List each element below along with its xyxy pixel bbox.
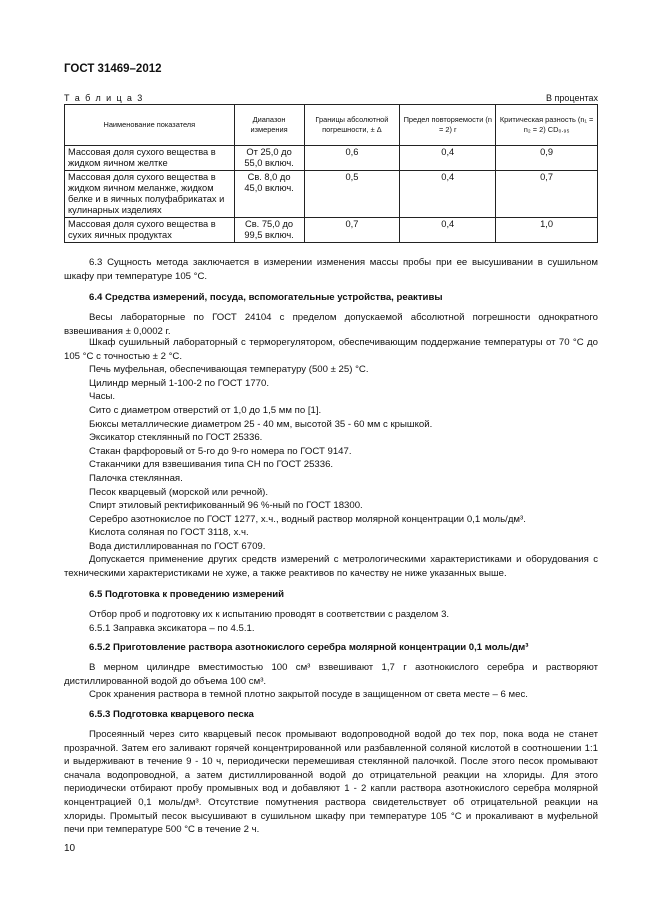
item-drying-oven: Шкаф сушильный лабораторный с терморегулятором, обеспечивающим поддержание температуры от 70 °С до 105 °С с точностью ± 2 °С. bbox=[64, 337, 598, 362]
section-6-4-note: Допускается применение других средств измерений с метрологическими характеристиками и оборудования с техническими характеристиками не хуже, а также реактивов по качеству не ниже указанных выше. bbox=[64, 554, 598, 579]
item-weighing-cups: Стаканчики для взвешивания типа СН по ГОСТ 25336. bbox=[89, 459, 334, 470]
item-porcelain-beaker: Стакан фарфоровый от 5-го до 9-го номера по ГОСТ 9147. bbox=[89, 446, 352, 457]
cell-name: Массовая доля сухого вещества в жидком яичном меланже, жидком белке и в яичных полуфабрикатах и кулинарных изделиях bbox=[65, 171, 235, 218]
table-row bbox=[65, 171, 598, 218]
column-header: Наименование показателя bbox=[65, 105, 235, 146]
item-hydrochloric-acid: Кислота соляная по ГОСТ 3118, х.ч. bbox=[89, 527, 249, 538]
table-unit: В процентах bbox=[546, 93, 598, 103]
section-6-5-2-p1: В мерном цилиндре вместимостью 100 см³ взвешивают 1,7 г азотнокислого серебра и растворяют дистиллированной водой до объема 100 см³. bbox=[64, 662, 598, 687]
cell-cd: 0,9 bbox=[496, 146, 598, 171]
item-ethanol: Спирт этиловый ректификованный 96 %-ный по ГОСТ 18300. bbox=[89, 500, 363, 511]
item-clock: Часы. bbox=[89, 391, 116, 402]
cell-delta: 0,7 bbox=[304, 218, 400, 243]
table-row bbox=[65, 218, 598, 243]
item-desiccator: Эксикатор стеклянный по ГОСТ 25336. bbox=[89, 432, 263, 443]
cell-r: 0,4 bbox=[400, 171, 496, 218]
column-header: Границы абсолютной погрешности, ± Δ bbox=[304, 105, 400, 146]
item-distilled-water: Вода дистиллированная по ГОСТ 6709. bbox=[89, 541, 266, 552]
cell-delta: 0,5 bbox=[304, 171, 400, 218]
page-number: 10 bbox=[64, 843, 76, 854]
item-glass-rod: Палочка стеклянная. bbox=[89, 473, 183, 484]
item-sieve: Сито с диаметром отверстий от 1,0 до 1,5 мм по [1]. bbox=[89, 405, 322, 416]
column-header: Предел повторяемости (n = 2) r bbox=[400, 105, 496, 146]
section-6-3: 6.3 Сущность метода заключается в измерении изменения массы пробы при ее высушивании в сушильном шкафу при температуре 105 °С. bbox=[64, 257, 598, 282]
table-row bbox=[65, 146, 598, 171]
data-table bbox=[64, 104, 598, 243]
section-6-4-title: 6.4 Средства измерений, посуда, вспомогательные устройства, реактивы bbox=[89, 292, 443, 303]
table-header-row bbox=[65, 105, 598, 146]
cell-cd: 1,0 bbox=[496, 218, 598, 243]
section-6-5-text: Отбор проб и подготовку их к испытанию проводят в соответствии с разделом 3. bbox=[89, 609, 450, 620]
table-caption: Т а б л и ц а 3 bbox=[64, 93, 144, 103]
cell-cd: 0,7 bbox=[496, 171, 598, 218]
column-header: Диапазон измерения bbox=[234, 105, 304, 146]
item-quartz-sand: Песок кварцевый (морской или речной). bbox=[89, 487, 269, 498]
column-header: Критическая разность (n₁ = n₂ = 2) CD₀.₉₅ bbox=[496, 105, 598, 146]
cell-r: 0,4 bbox=[400, 146, 496, 171]
cell-range: От 25,0 до 55,0 включ. bbox=[234, 146, 304, 171]
item-silver-nitrate: Серебро азотнокислое по ГОСТ 1277, х.ч., водный раствор молярной концентрации 0,1 моль/дм³. bbox=[89, 514, 526, 525]
cell-name: Массовая доля сухого вещества в жидком яичном желтке bbox=[65, 146, 235, 171]
section-6-5-2-title: 6.5.2 Приготовление раствора азотнокислого серебра молярной концентрации 0,1 моль/дм³ bbox=[89, 642, 529, 653]
section-6-5-1: 6.5.1 Заправка эксикатора – по 4.5.1. bbox=[89, 623, 255, 634]
section-6-5-2-p2: Срок хранения раствора в темной плотно закрытой посуде в защищенном от света месте – 6 мес. bbox=[89, 689, 528, 700]
cell-delta: 0,6 bbox=[304, 146, 400, 171]
cell-r: 0,4 bbox=[400, 218, 496, 243]
item-scales: Весы лабораторные по ГОСТ 24104 с пределом допускаемой абсолютной погрешности однократного взвешивания ± 0,0002 г. bbox=[64, 312, 598, 337]
document-code: ГОСТ 31469–2012 bbox=[64, 63, 162, 75]
item-cylinder: Цилиндр мерный 1-100-2 по ГОСТ 1770. bbox=[89, 378, 269, 389]
cell-range: Св. 75,0 до 99,5 включ. bbox=[234, 218, 304, 243]
section-6-5-3-text: Просеянный через сито кварцевый песок промывают водопроводной водой до тех пор, пока вода не станет прозрачной. Затем его заливают горячей концентрированной или разбавленной соляной кислотой в соотношении 1:1 и выдерживают в течение 9 - 10 ч, периодически перемешивая стеклянной палочкой. После этого песок промывают сначала водопроводной, а затем дистиллированной водой до отрицательной реакции на хлориды. Для этого периодически отбирают пробу промывных вод и добавляют 1 - 2 капли раствора азотнокислого серебра молярной концентрацией 0,1 моль/дм³. Отсутствие помутнения раствора свидетельствует об отрицательной реакции на хлориды. Промытый песок высушивают в сушильном шкафу при температуре 105 °С и прокаливают в муфельной печи при температуре 500 °С в течение 2 ч. bbox=[64, 729, 598, 836]
item-weighing-bottles: Бюксы металлические диаметром 25 - 40 мм, высотой 35 - 60 мм с крышкой. bbox=[89, 419, 433, 430]
item-muffle-furnace: Печь муфельная, обеспечивающая температуру (500 ± 25) °С. bbox=[89, 364, 369, 375]
section-6-5-title: 6.5 Подготовка к проведению измерений bbox=[89, 589, 285, 600]
section-6-5-3-title: 6.5.3 Подготовка кварцевого песка bbox=[89, 709, 254, 720]
cell-name: Массовая доля сухого вещества в сухих яичных продуктах bbox=[65, 218, 235, 243]
cell-range: Св. 8,0 до 45,0 включ. bbox=[234, 171, 304, 218]
